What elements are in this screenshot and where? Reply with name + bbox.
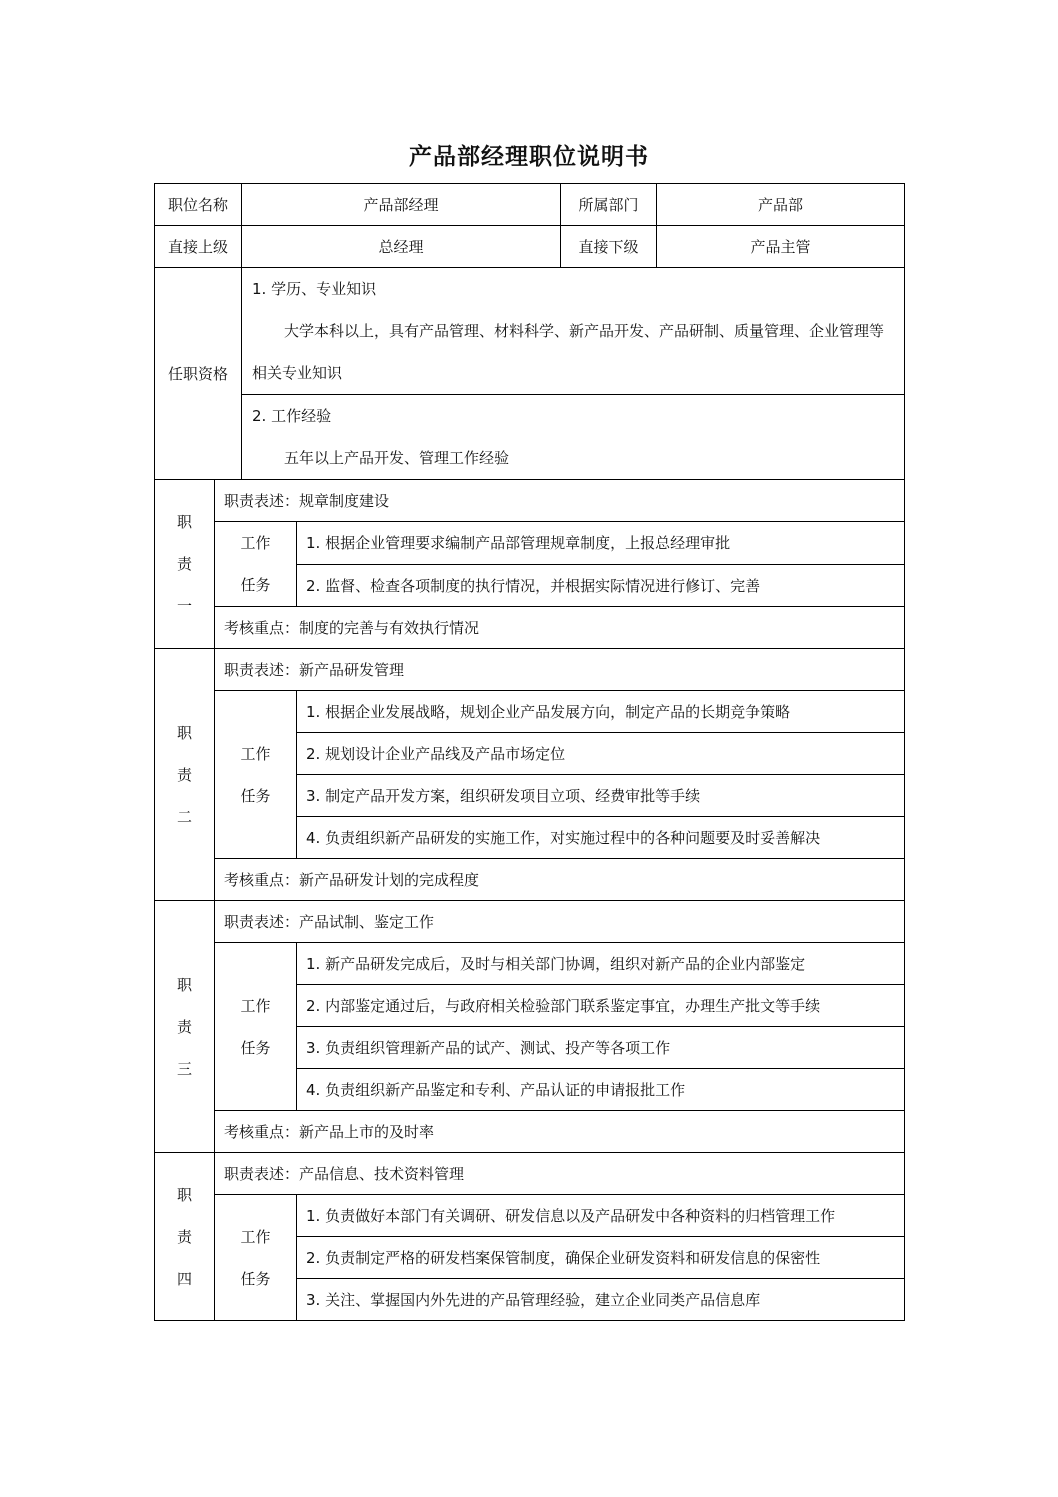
qualification-education	[242, 268, 905, 395]
duty-1-statement: 职责表述：规章制度建设	[215, 480, 905, 522]
duty-3-task-3: 3. 负责组织管理新产品的试产、测试、投产等各项工作	[297, 1027, 905, 1069]
qualification-experience-title: 2. 工作经验	[252, 407, 332, 425]
duty-3-statement: 职责表述：产品试制、鉴定工作	[215, 901, 905, 943]
duty-3-focus: 考核重点：新产品上市的及时率	[215, 1111, 905, 1153]
duty-3-task-2: 2. 内部鉴定通过后，与政府相关检验部门联系鉴定事宜，办理生产批文等手续	[297, 985, 905, 1027]
duty-3-task-4: 4. 负责组织新产品鉴定和专利、产品认证的申请报批工作	[297, 1069, 905, 1111]
qualification-experience	[242, 395, 905, 480]
qualification-education-text: 大学本科以上，具有产品管理、材料科学、新产品开发、产品研制、质量管理、企业管理等相关专业知识	[252, 322, 885, 382]
duty-4-task-label: 工作 任务	[215, 1195, 297, 1321]
direct-subordinate-value: 产品主管	[657, 226, 905, 268]
duty-3-label: 职 责 三	[155, 901, 215, 1153]
position-name-label: 职位名称	[155, 184, 242, 226]
page-title: 产品部经理职位说明书	[409, 144, 649, 170]
qualifications-label: 任职资格	[155, 268, 242, 480]
duty-1-task-2: 2. 监督、检查各项制度的执行情况，并根据实际情况进行修订、完善	[297, 564, 905, 607]
duty-4-task-2: 2. 负责制定严格的研发档案保管制度，确保企业研发资料和研发信息的保密性	[297, 1237, 905, 1279]
job-description-table	[154, 183, 905, 1321]
duty-1-label: 职 责 一	[155, 480, 215, 649]
duty-2-statement: 职责表述：新产品研发管理	[215, 649, 905, 691]
direct-superior-value: 总经理	[242, 226, 561, 268]
duty-2-task-2: 2. 规划设计企业产品线及产品市场定位	[297, 733, 905, 775]
qualification-education-title: 1. 学历、专业知识	[252, 280, 377, 298]
duty-1-task-1: 1. 根据企业管理要求编制产品部管理规章制度，上报总经理审批	[297, 522, 905, 565]
duty-4-task-1: 1. 负责做好本部门有关调研、研发信息以及产品研发中各种资料的归档管理工作	[297, 1195, 905, 1237]
duty-4-label: 职 责 四	[155, 1153, 215, 1321]
qualification-experience-text: 五年以上产品开发、管理工作经验	[284, 449, 510, 467]
direct-subordinate-label: 直接下级	[561, 226, 657, 268]
department-value: 产品部	[657, 184, 905, 226]
duty-4-task-3: 3. 关注、掌握国内外先进的产品管理经验，建立企业同类产品信息库	[297, 1279, 905, 1321]
duty-2-task-label: 工作 任务	[215, 691, 297, 859]
duty-2-label: 职 责 二	[155, 649, 215, 901]
duty-2-task-4: 4. 负责组织新产品研发的实施工作，对实施过程中的各种问题要及时妥善解决	[297, 817, 905, 859]
duty-3-task-1: 1. 新产品研发完成后，及时与相关部门协调，组织对新产品的企业内部鉴定	[297, 943, 905, 985]
duty-2-task-1: 1. 根据企业发展战略，规划企业产品发展方向，制定产品的长期竞争策略	[297, 691, 905, 733]
duty-3-task-label: 工作 任务	[215, 943, 297, 1111]
duty-1-focus: 考核重点：制度的完善与有效执行情况	[215, 607, 905, 649]
duty-2-task-3: 3. 制定产品开发方案，组织研发项目立项、经费审批等手续	[297, 775, 905, 817]
duty-1-task-label: 工作 任务	[215, 522, 297, 607]
duty-2-focus: 考核重点：新产品研发计划的完成程度	[215, 859, 905, 901]
position-name-value: 产品部经理	[242, 184, 561, 226]
department-label: 所属部门	[561, 184, 657, 226]
duty-4-statement: 职责表述：产品信息、技术资料管理	[215, 1153, 905, 1195]
direct-superior-label: 直接上级	[155, 226, 242, 268]
